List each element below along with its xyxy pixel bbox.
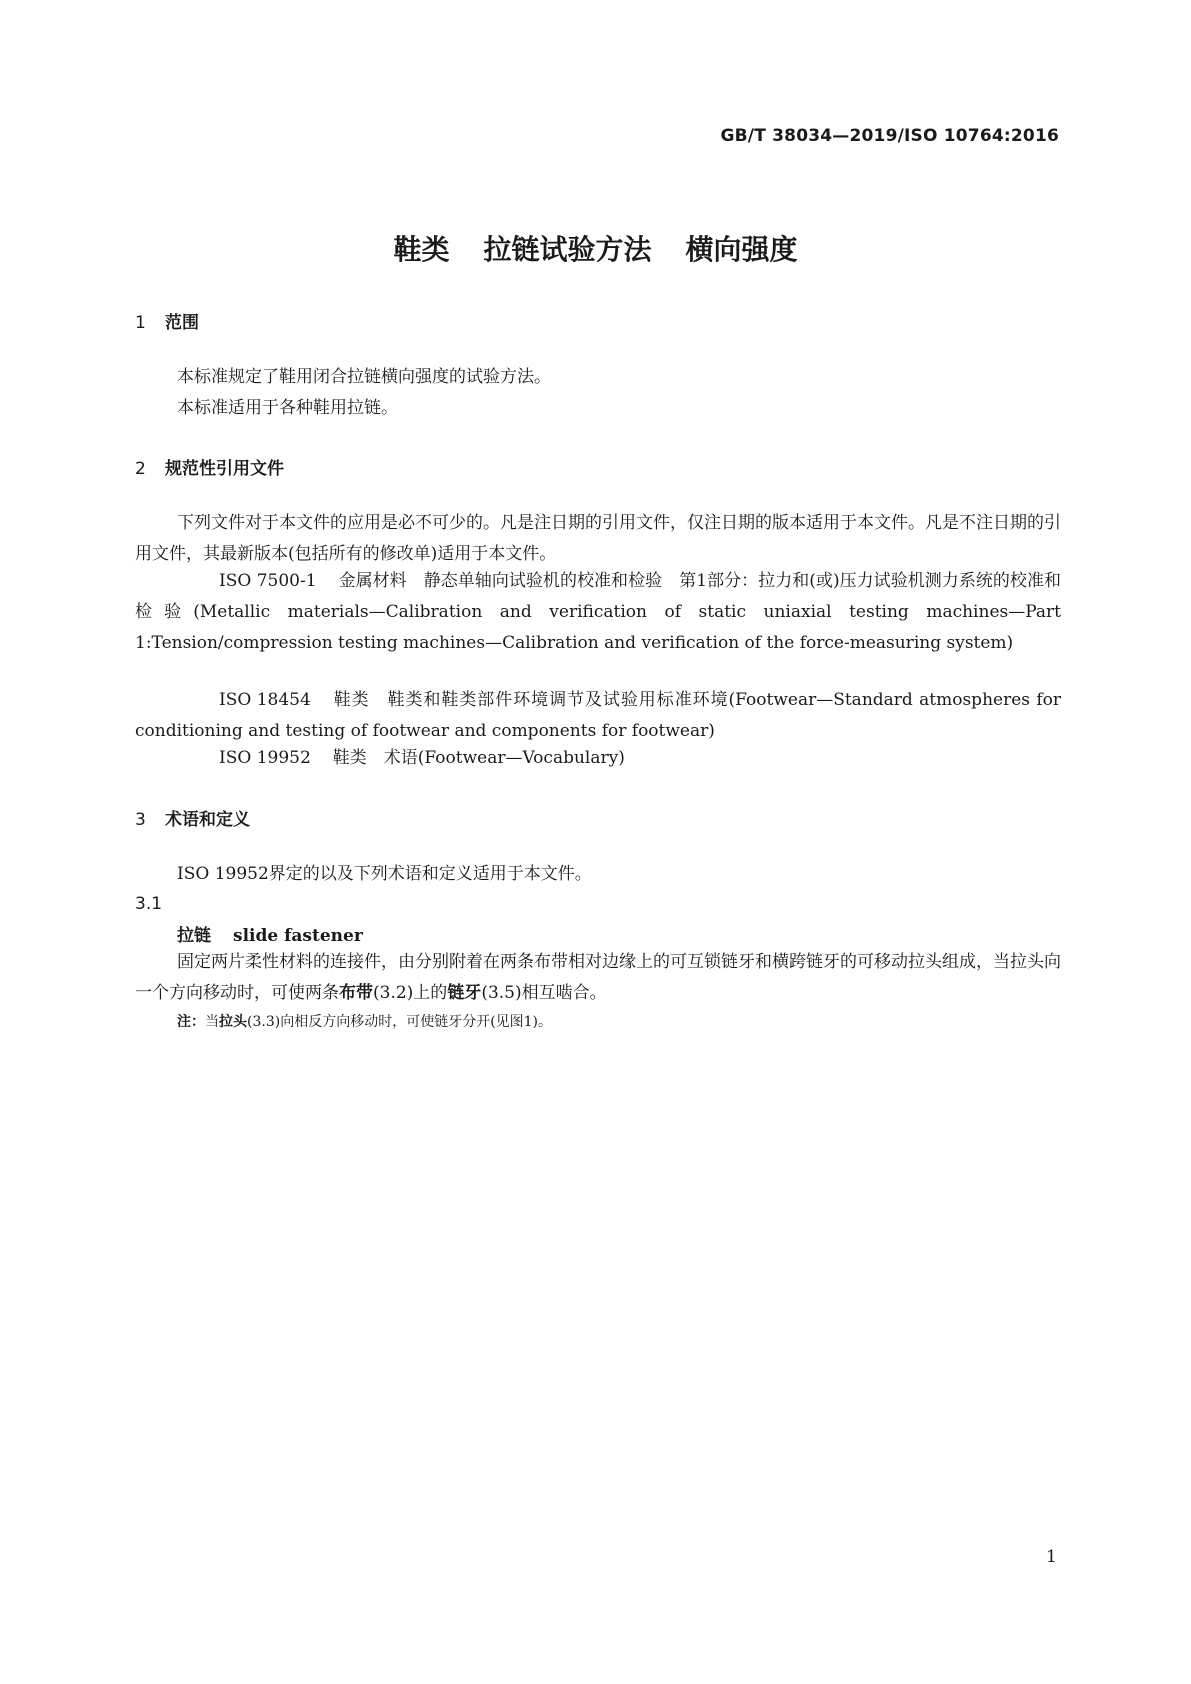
section-3-heading bbox=[135, 805, 250, 830]
section-3-intro: ISO 19952界定的以及下列术语和定义适用于本文件。 bbox=[177, 864, 592, 884]
note-label: 注： bbox=[177, 1014, 205, 1030]
reference-text: 金属材料 静态单轴向试验机的校准和检验 第1部分：拉力和(或)压力试验机测力系统的校准和检验(Metallic materials—Calibration and verification of static uniaxial testing machines—Part 1:Tension/compression testing machines—Calibration and verification of the force-measuring system) bbox=[135, 571, 1061, 653]
term-note bbox=[177, 1011, 552, 1031]
cross-reference-term: 链牙 bbox=[447, 983, 482, 1003]
section-number: 1 bbox=[135, 313, 146, 333]
definition-text: 固定两片柔性材料的连接件，由分别附着在两条布带相对边缘上的可互锁链牙和横跨链牙的可移动拉头组成，当拉头向一个方向移动时，可使两条 bbox=[135, 952, 1061, 1003]
note-text: (3.3)向相反方向移动时，可使链牙分开(见图1)。 bbox=[247, 1014, 553, 1030]
term-chinese: 拉链 bbox=[177, 926, 211, 946]
section-number: 3 bbox=[135, 810, 146, 830]
definition-text: (3.2)上的 bbox=[373, 983, 448, 1003]
title-part-2: 拉链试验方法 bbox=[483, 233, 652, 266]
section-1-paragraph-1: 本标准规定了鞋用闭合拉链横向强度的试验方法。 bbox=[177, 367, 551, 387]
reference-code: ISO 7500-1 bbox=[219, 571, 317, 591]
section-title: 术语和定义 bbox=[165, 810, 250, 830]
term-number: 3.1 bbox=[135, 894, 163, 914]
reference-text: 鞋类 术语(Footwear—Vocabulary) bbox=[332, 748, 625, 768]
term-definition bbox=[135, 947, 1061, 1009]
reference-item bbox=[135, 743, 1061, 774]
cross-reference-term: 布带 bbox=[339, 983, 373, 1003]
section-1-heading bbox=[135, 308, 199, 333]
section-2-heading bbox=[135, 454, 284, 479]
section-1-paragraph-2: 本标准适用于各种鞋用拉链。 bbox=[177, 398, 398, 418]
definition-text: (3.5)相互啮合。 bbox=[481, 983, 607, 1003]
document-title bbox=[0, 228, 1191, 268]
reference-text: 鞋类 鞋类和鞋类部件环境调节及试验用标准环境(Footwear—Standard atmospheres for conditioning and testing of footwear and components for footwear) bbox=[135, 690, 1061, 741]
reference-code: ISO 18454 bbox=[219, 690, 311, 710]
reference-item bbox=[135, 685, 1061, 747]
section-number: 2 bbox=[135, 459, 146, 479]
reference-item bbox=[135, 566, 1061, 659]
reference-code: ISO 19952 bbox=[219, 748, 311, 768]
term-english: slide fastener bbox=[233, 926, 363, 946]
section-title: 规范性引用文件 bbox=[165, 459, 284, 479]
section-title: 范围 bbox=[165, 313, 199, 333]
note-text: 当 bbox=[205, 1014, 219, 1030]
term-entry bbox=[177, 921, 363, 946]
title-part-3: 横向强度 bbox=[685, 233, 798, 266]
cross-reference-term: 拉头 bbox=[219, 1014, 247, 1030]
page-number: 1 bbox=[1046, 1547, 1057, 1567]
section-2-intro: 下列文件对于本文件的应用是必不可少的。凡是注日期的引用文件，仅注日期的版本适用于本文件。凡是不注日期的引用文件，其最新版本(包括所有的修改单)适用于本文件。 bbox=[135, 513, 1061, 564]
standard-code: GB/T 38034—2019/ISO 10764:2016 bbox=[720, 126, 1059, 146]
title-part-1: 鞋类 bbox=[393, 233, 450, 266]
